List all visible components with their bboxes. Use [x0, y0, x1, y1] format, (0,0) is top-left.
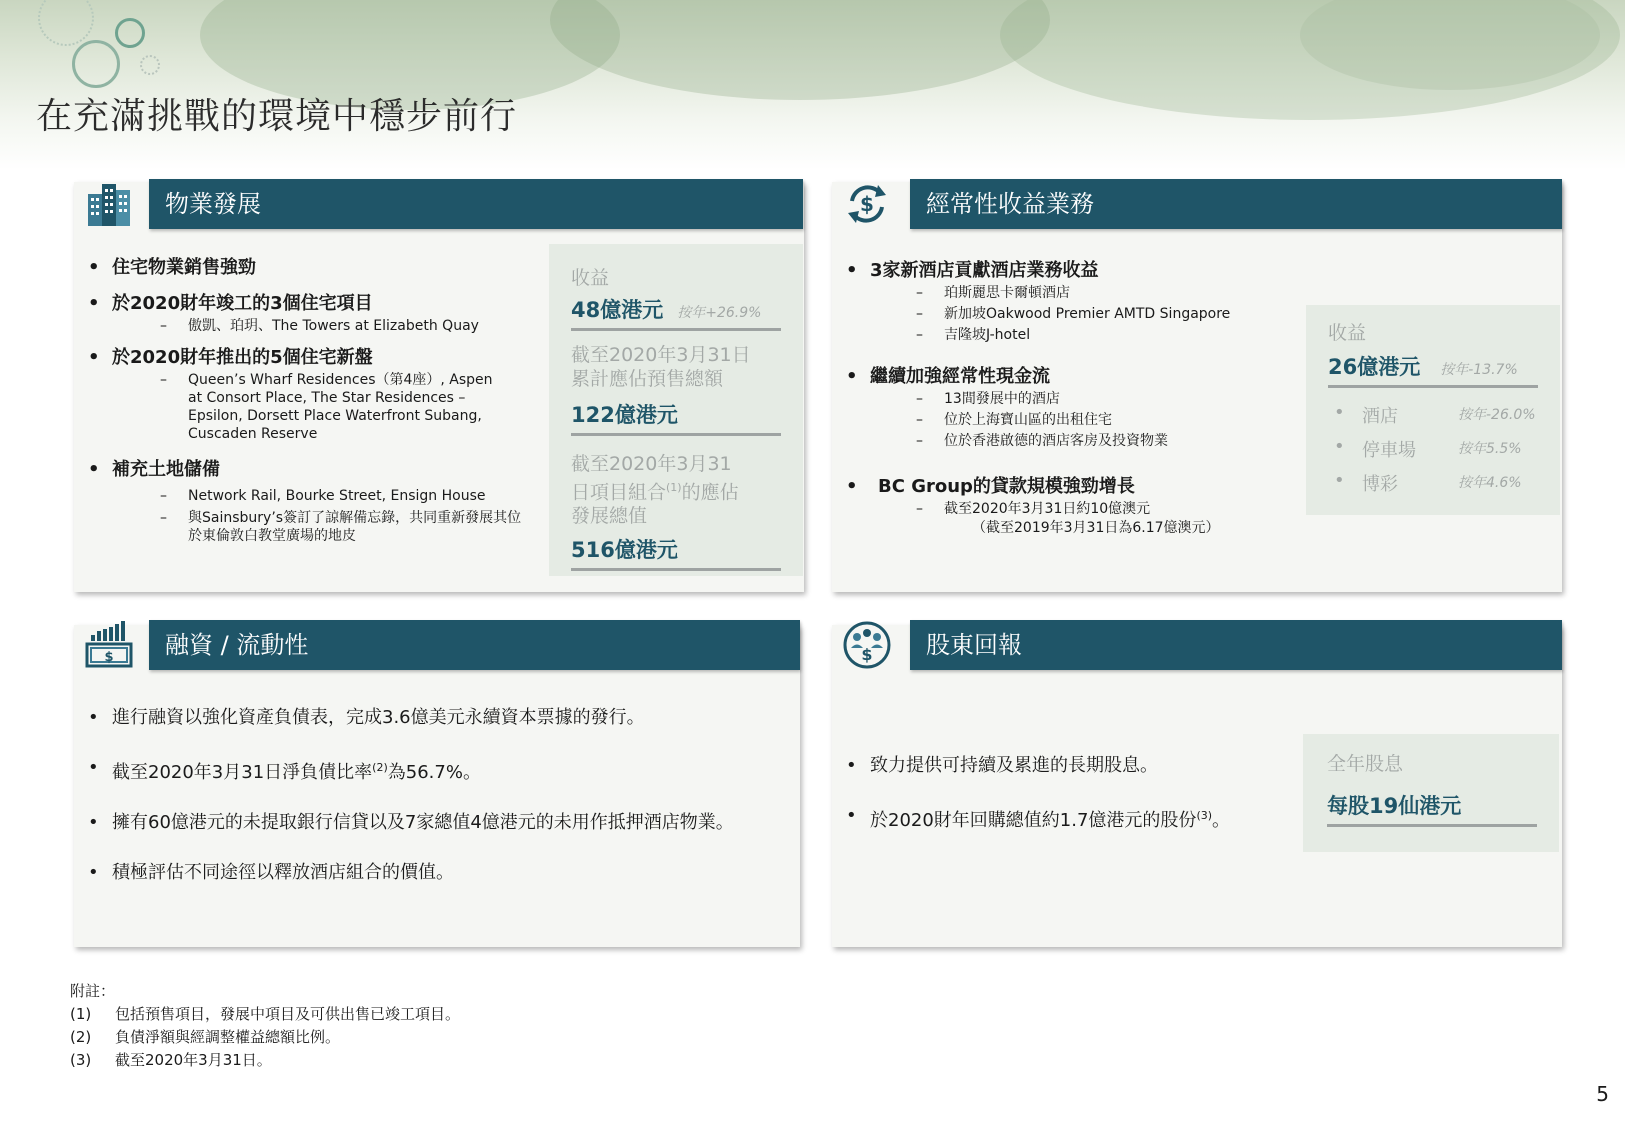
svg-text:$: $: [861, 645, 873, 664]
sub-item: – 13間發展中的酒店: [916, 390, 1298, 408]
revenue-label: 收益: [571, 267, 610, 289]
divider: [1327, 824, 1537, 827]
building-icon: [74, 179, 144, 229]
page-number: 5: [1596, 1082, 1609, 1106]
sub-item: – 截至2020年3月31日約10億澳元: [916, 500, 1298, 518]
footnote-ref: (1): [666, 481, 682, 494]
bullet-text: 繼續加強經常性現金流: [870, 366, 1050, 387]
sub-item: – 位於上海寶山區的出租住宅: [916, 411, 1298, 429]
list-item: [80, 255, 540, 281]
segment-label: 酒店: [1362, 406, 1398, 427]
footnotes-heading: 附註：: [70, 982, 116, 1000]
segment-growth: 按年5.5%: [1458, 441, 1522, 457]
bullet-text: 3家新酒店貢獻酒店業務收益: [870, 260, 1099, 281]
decorative-circles: [30, 0, 170, 95]
footnote-row: [70, 1049, 460, 1072]
bullet-text: 於2020財年竣工的3個住宅項目: [112, 293, 373, 314]
divider: [571, 568, 781, 571]
sub-item: – Network Rail, Bourke Street, Ensign House: [160, 487, 540, 505]
bullet-text: 於2020財年回購總值約1.7億港元的股份: [870, 810, 1197, 831]
list-item: [80, 755, 790, 786]
footnote-number: (3): [70, 1051, 92, 1069]
footnote-number: (1): [70, 1005, 92, 1023]
header-banner: [0, 0, 1625, 170]
segment-row: • 停車場 按年5.5%: [1334, 436, 1522, 461]
revenue-growth: 按年-13.7%: [1440, 362, 1518, 378]
dividend-label: 全年股息: [1327, 753, 1404, 775]
segment-growth: 按年-26.0%: [1458, 407, 1536, 423]
sub-item: – 位於香港啟德的酒店客房及投資物業: [916, 432, 1298, 450]
recurring-stats: [1306, 305, 1560, 515]
bullet-text: 為56.7%。: [387, 762, 481, 783]
footnote-row: [70, 1026, 460, 1049]
list-item: [838, 364, 1298, 450]
segment-growth: 按年4.6%: [1458, 475, 1522, 491]
revenue-growth: 按年+26.9%: [677, 305, 762, 321]
people-dollar-icon: [832, 620, 902, 670]
gdv-label-text: 的應佔發展總值: [571, 481, 739, 528]
sub-item: – 珀斯麗思卡爾頓酒店: [916, 284, 1298, 302]
presale-label: 截至2020年3月31日累計應佔預售總額: [571, 344, 751, 390]
revenue-row: [1328, 351, 1538, 381]
gdv-label-text: 截至2020年3月31日項目組合: [571, 453, 732, 504]
footnote-text: 截至2020年3月31日。: [115, 1051, 272, 1069]
divider: [571, 433, 781, 436]
presale-value: 122億港元: [571, 403, 678, 427]
dollar-cycle-icon: [832, 179, 902, 229]
bullet-text: 截至2020年3月31日淨負債比率: [112, 762, 373, 783]
list-item: • 積極評估不同途徑以釋放酒店組合的價值。: [80, 860, 790, 886]
footnotes: [70, 980, 460, 1072]
cash-chart-icon: [74, 620, 144, 670]
divider: [571, 328, 781, 331]
bullet-text: 住宅物業銷售強勁: [112, 257, 256, 278]
property-bullets: [80, 255, 540, 545]
footnote-text: 負債淨額與經調整權益總額比例。: [115, 1028, 341, 1046]
sub-item: – 吉隆坡J-hotel: [916, 326, 1298, 344]
segment-row: • 酒店 按年-26.0%: [1334, 402, 1536, 427]
property-panel-title: 物業發展: [149, 179, 803, 229]
dividend-stats: [1303, 734, 1559, 852]
gdv-value: 516億港元: [571, 538, 678, 563]
divider: [1328, 385, 1538, 388]
svg-text:$: $: [104, 650, 114, 665]
list-item: [838, 474, 1298, 538]
revenue-value: 26億港元: [1328, 355, 1421, 379]
segment-label: 博彩: [1362, 474, 1398, 495]
sub-item: – 與Sainsbury’s簽訂了諒解備忘錄，共同重新發展其位於東倫敦白教堂廣場的地皮: [160, 509, 530, 545]
gdv-label: [571, 452, 746, 528]
bullet-text: 補充土地儲備: [112, 459, 220, 480]
bullet-text: 。: [1212, 810, 1231, 831]
financing-panel-title: 融資 / 流動性: [149, 620, 800, 670]
list-item: • 擁有60億港元的未提取銀行信貸以及7家總值4億港元的未用作抵押酒店物業。: [80, 810, 780, 836]
property-stats: [549, 244, 803, 576]
footnote-number: (2): [70, 1028, 92, 1046]
bullet-text: BC Group的貸款規模強勁增長: [878, 476, 1135, 497]
sub-item: – Queen’s Wharf Residences（第4座）, Aspen at Consort Place, The Star Residences – Epsilon, Dorsett Place Waterfront Subang, Cuscaden Reserve: [160, 371, 500, 443]
bullet-text: 於2020財年推出的5個住宅新盤: [112, 347, 373, 368]
recurring-bullets: [838, 258, 1298, 538]
revenue-value: 48億港元: [571, 298, 664, 322]
sub-item: – 傲凱、珀玥、The Towers at Elizabeth Quay: [160, 317, 540, 335]
sub-item: – 新加坡Oakwood Premier AMTD Singapore: [916, 305, 1298, 323]
revenue-row: [571, 294, 781, 324]
segment-label: 停車場: [1362, 440, 1416, 461]
svg-text:$: $: [860, 192, 874, 216]
list-item: [80, 345, 540, 443]
list-item: • 致力提供可持續及累進的長期股息。: [838, 753, 1298, 779]
footnote-row: [70, 1003, 460, 1026]
revenue-label: 收益: [1328, 322, 1367, 344]
list-item: [838, 803, 1298, 834]
sub-item-continuation: （截至2019年3月31日為6.17億澳元）: [972, 520, 1220, 536]
footnote-ref: (2): [372, 761, 388, 774]
dividend-value: 每股19仙港元: [1327, 794, 1462, 818]
recurring-panel-title: 經常性收益業務: [910, 179, 1562, 229]
footnote-text: 包括預售項目，發展中項目及可供出售已竣工項目。: [115, 1005, 461, 1023]
shareholder-panel-title: 股東回報: [910, 620, 1562, 670]
list-item: [838, 258, 1298, 344]
list-item: • 進行融資以強化資產負債表，完成3.6億美元永續資本票據的發行。: [80, 705, 790, 731]
shareholder-bullets: [838, 753, 1298, 834]
page-title: 在充滿挑戰的環境中穩步前行: [36, 96, 518, 137]
list-item: [80, 457, 540, 545]
footnote-ref: (3): [1196, 809, 1213, 822]
list-item: [80, 291, 540, 335]
financing-bullets: [80, 705, 790, 886]
segment-row: • 博彩 按年4.6%: [1334, 470, 1522, 495]
